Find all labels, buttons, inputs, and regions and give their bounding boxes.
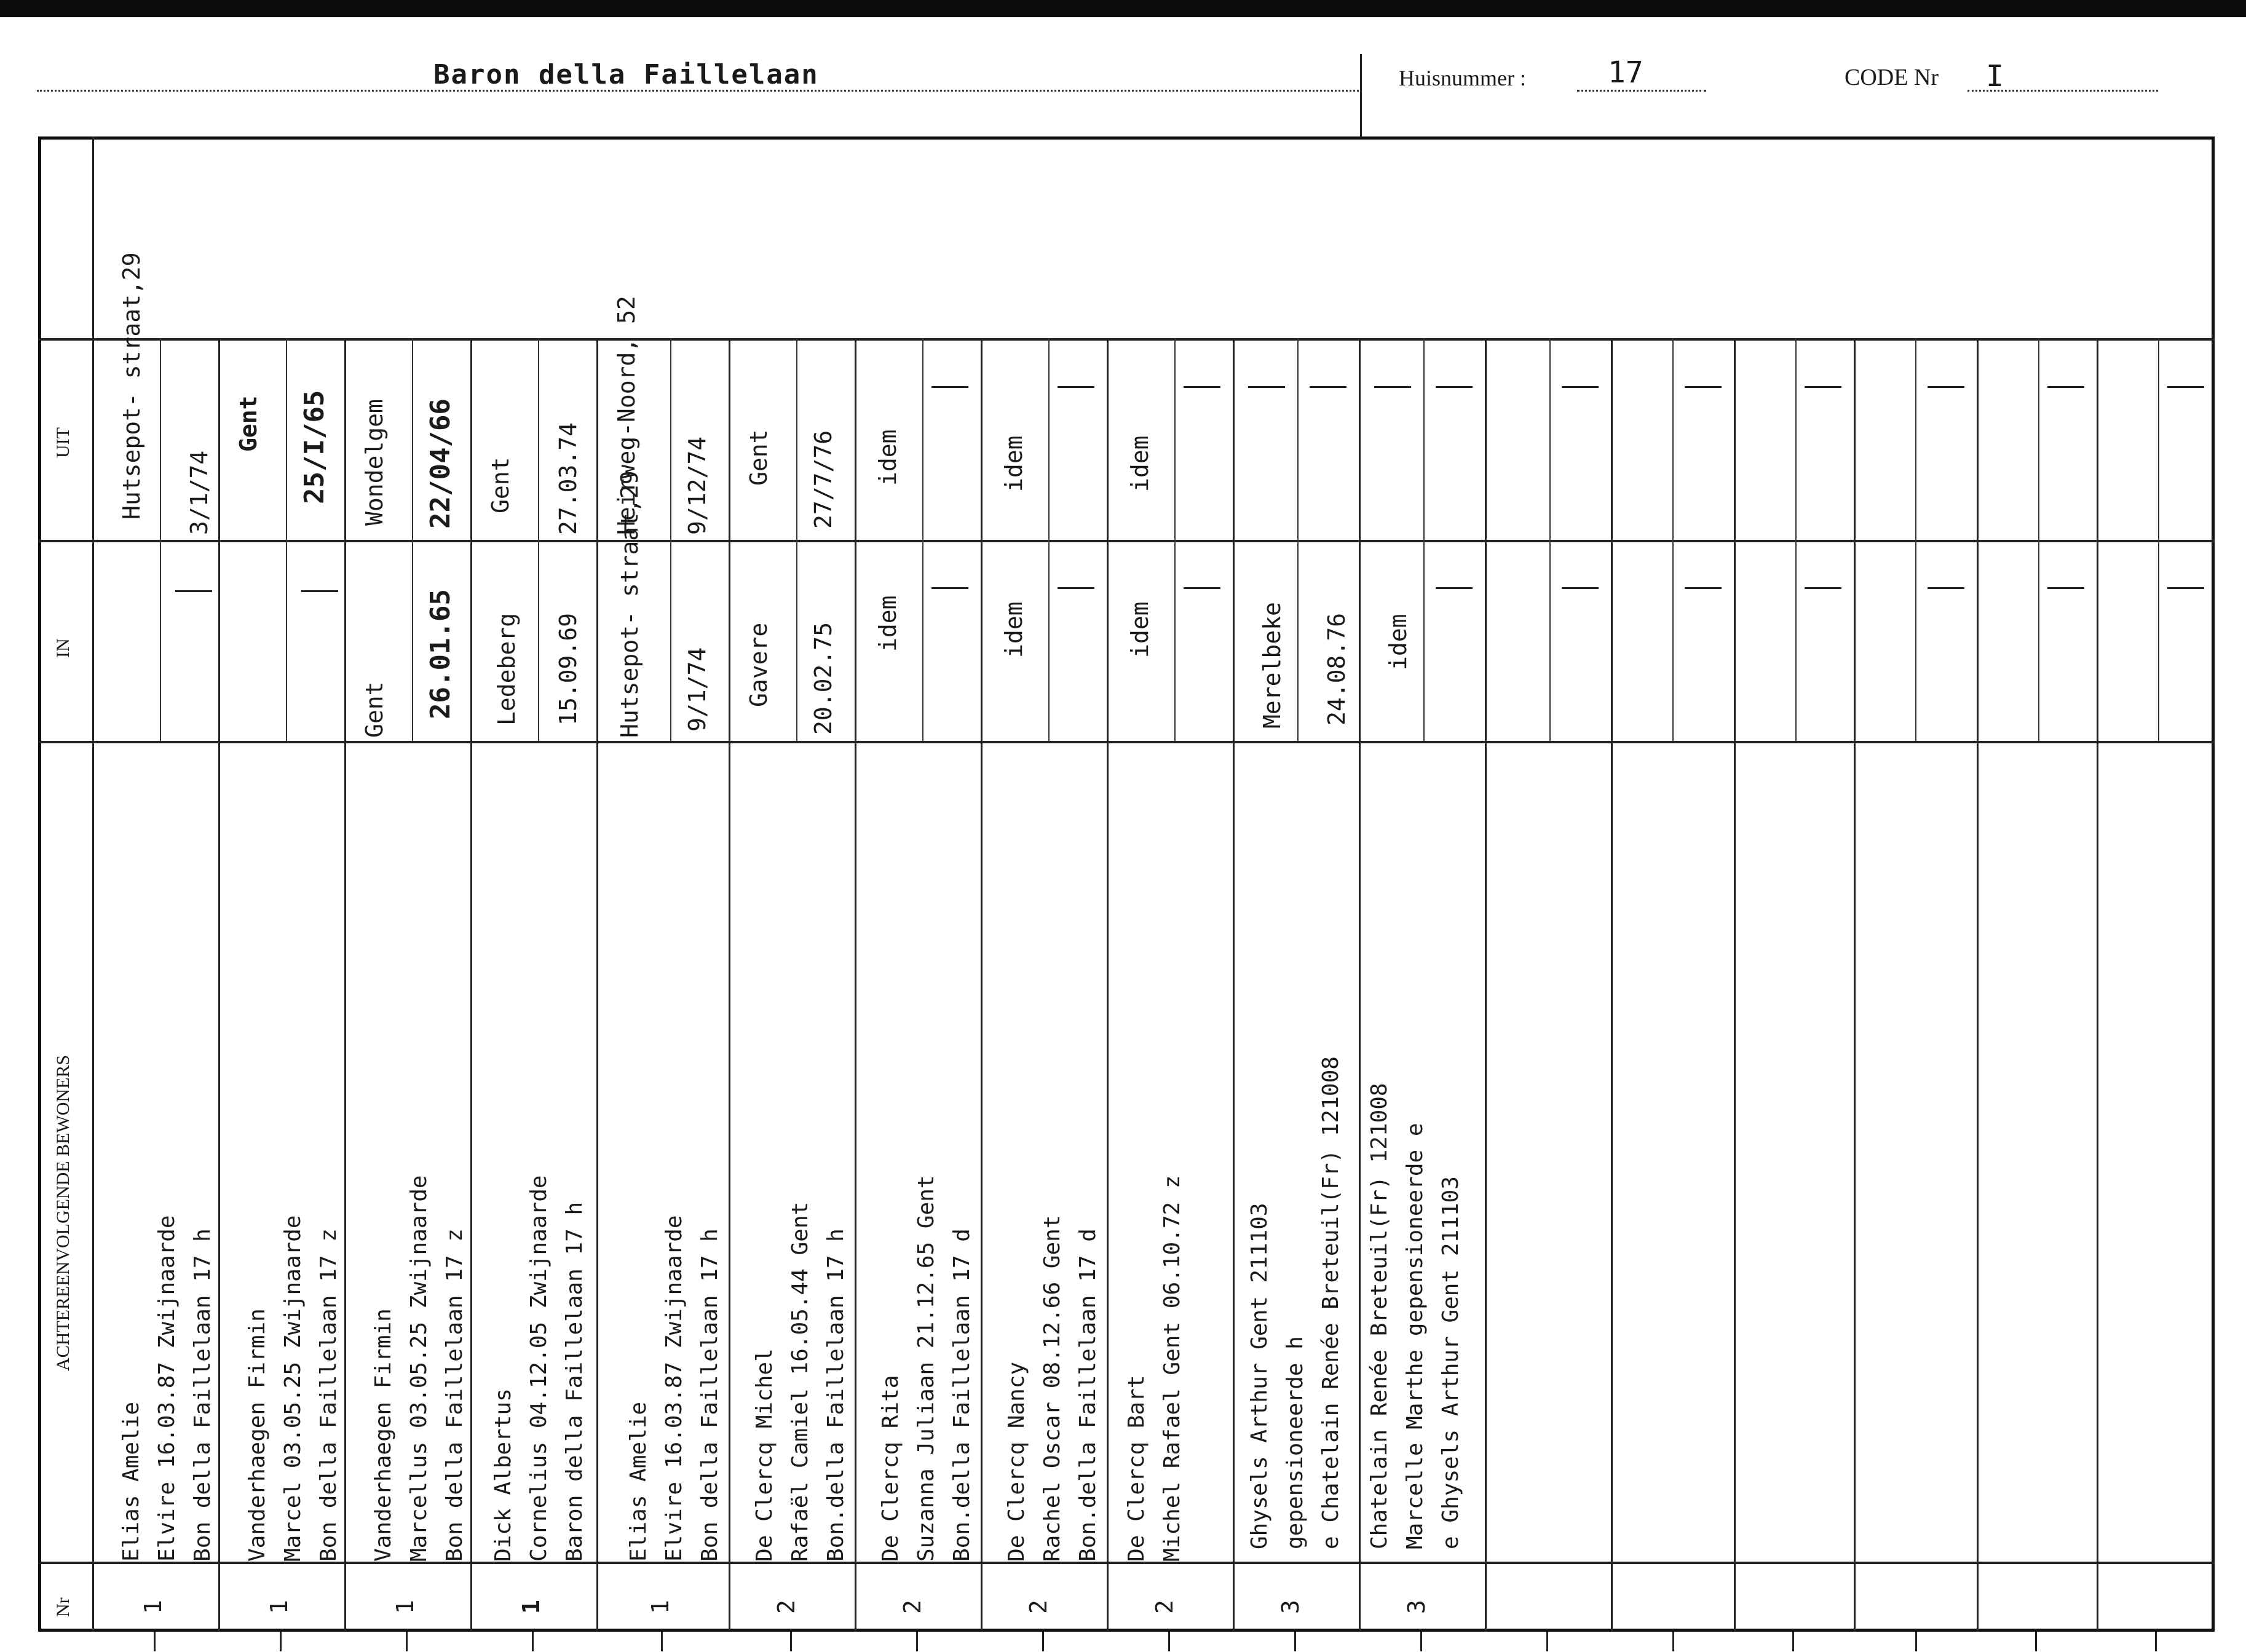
street-dotted-line xyxy=(37,90,1359,92)
entry-uit-place: idem xyxy=(874,429,901,486)
sub-divider-10 xyxy=(1297,338,1299,741)
empty-dash xyxy=(1436,587,1473,589)
empty-dash xyxy=(1184,386,1220,388)
sub-divider-12 xyxy=(1549,338,1551,741)
col-divider-6 xyxy=(855,338,856,1632)
col-divider-4 xyxy=(596,338,598,1632)
huisnummer-dotted-line xyxy=(1577,90,1706,92)
empty-dash xyxy=(1058,386,1094,388)
entry-uit-date: 25/I/65 xyxy=(299,390,330,504)
empty-dash xyxy=(2047,386,2084,388)
col-divider-10 xyxy=(1359,338,1361,1632)
sub-divider-1 xyxy=(160,338,161,741)
sub-divider-8 xyxy=(1048,338,1050,741)
entry-residents: De Clercq Rita Suzanna Juliaan 21.12.65 Gent Bon.della Faillelaan 17 d xyxy=(878,1175,975,1562)
bottom-tick xyxy=(661,1632,663,1651)
code-dotted-line xyxy=(1967,90,2158,92)
entry-uit-date: 27/7/76 xyxy=(810,430,837,529)
empty-dash xyxy=(1928,386,1964,388)
row-line-uit-in xyxy=(38,540,2215,542)
entry-in-place: idem xyxy=(874,595,901,652)
entry-residents: De Clercq Michel Rafaël Camiel 16.05.44 Gent Bon.della Faillelaan 17 h xyxy=(752,1201,848,1562)
bottom-tick xyxy=(2155,1632,2157,1651)
bottom-tick xyxy=(1672,1632,1674,1651)
empty-dash xyxy=(1562,587,1599,589)
empty-dash xyxy=(1184,587,1220,589)
col-label-in: IN xyxy=(53,638,73,658)
empty-dash xyxy=(1805,386,1841,388)
sub-divider-13 xyxy=(1672,338,1674,741)
sub-divider-2 xyxy=(286,338,287,741)
entry-in-place: Hutsepot- straat,29 xyxy=(616,470,643,738)
empty-dash xyxy=(1374,386,1411,388)
entry-residents: Elias Amelie Elvire 16.03.87 Zwijnaarde Bon della Faillelaan 17 h xyxy=(626,1215,722,1562)
bottom-tick xyxy=(2035,1632,2037,1651)
entry-nr: 1 xyxy=(140,1600,167,1614)
bottom-tick xyxy=(790,1632,792,1651)
entry-in-place: Merelbeke xyxy=(1259,602,1286,729)
sub-divider-16 xyxy=(2038,338,2039,741)
sub-divider-14 xyxy=(1795,338,1797,741)
sub-divider-7 xyxy=(922,338,923,741)
entry-uit-date: 22/04/66 xyxy=(425,398,456,529)
code-value: I xyxy=(1986,59,2004,93)
entry-in-date: 15.09.69 xyxy=(555,612,582,725)
entry-nr: 3 xyxy=(1277,1600,1304,1614)
entry-in-date: 20.02.75 xyxy=(810,622,837,735)
entry-residents: Chatelain Renée Breteuil(Fr) 121008 Marcelle Marthe gepensioneerde e e Ghysels Arthur Gent 211103 xyxy=(1367,1083,1463,1549)
street-name: Baron della Faillelaan xyxy=(433,59,819,90)
entry-in-place: Ledeberg xyxy=(493,612,520,725)
empty-dash xyxy=(2047,587,2084,589)
empty-dash xyxy=(1685,386,1722,388)
sub-divider-5 xyxy=(670,338,671,741)
huisnummer-value: 17 xyxy=(1608,55,1643,90)
entry-in-place: idem xyxy=(1385,614,1412,670)
entry-residents: Vanderhaegen Firmin Marcellus 03.05.25 Zwijnaarde Bon della Faillelaan 17 z xyxy=(371,1175,467,1562)
entry-nr: 2 xyxy=(899,1600,926,1614)
empty-dash xyxy=(2167,386,2204,388)
bottom-tick xyxy=(280,1632,282,1651)
entry-nr: 1 xyxy=(266,1600,293,1614)
bottom-tick xyxy=(1168,1632,1170,1651)
sub-divider-3 xyxy=(412,338,413,741)
empty-dash xyxy=(1058,587,1094,589)
bottom-tick xyxy=(154,1632,156,1651)
entry-nr: 1 xyxy=(518,1600,545,1614)
bottom-tick xyxy=(1042,1632,1044,1651)
entry-uit-place: Gent xyxy=(487,457,514,513)
entry-in-place: idem xyxy=(1000,601,1027,658)
entry-residents: Ghysels Arthur Gent 211103 gepensioneerde h e Chatelain Renée Breteuil(Fr) 121008 xyxy=(1247,1056,1343,1549)
row-line-in-bewoners xyxy=(38,741,2215,743)
col-label-nr: Nr xyxy=(53,1597,73,1617)
entry-in-place: Gavere xyxy=(745,622,772,707)
empty-dash xyxy=(1562,386,1599,388)
entry-nr: 2 xyxy=(1151,1600,1178,1614)
entry-uit-date: 9/12/74 xyxy=(684,436,711,535)
entry-nr: 1 xyxy=(647,1600,674,1614)
col-divider-9 xyxy=(1233,338,1235,1632)
entry-uit-place: Wondelgem xyxy=(361,399,388,526)
col-divider-16 xyxy=(2097,338,2098,1632)
sub-divider-11 xyxy=(1423,338,1425,741)
empty-dash xyxy=(931,587,968,589)
sub-divider-4 xyxy=(538,338,539,741)
empty-dash xyxy=(1685,587,1722,589)
code-label: CODE Nr xyxy=(1845,65,1939,90)
col-divider-13 xyxy=(1734,338,1736,1632)
huisnummer-label: Huisnummer : xyxy=(1399,66,1526,90)
entry-nr: 2 xyxy=(773,1600,800,1614)
bottom-tick xyxy=(916,1632,918,1651)
col-divider-5 xyxy=(729,338,730,1632)
scan-top-edge xyxy=(0,0,2246,17)
row-line-uit-top xyxy=(38,338,2215,341)
entry-uit-date: 3/1/74 xyxy=(186,450,213,535)
bottom-tick xyxy=(1546,1632,1548,1651)
entry-uit-place: idem xyxy=(1000,435,1027,492)
entry-in-date: 24.08.76 xyxy=(1323,612,1350,725)
empty-dash xyxy=(1310,386,1346,388)
entry-residents: Dick Albertus Cornelius 04.12.05 Zwijnaarde Baron della Faillelaan 17 h xyxy=(491,1175,587,1562)
entry-in-place: idem xyxy=(1126,601,1153,658)
entry-nr: 3 xyxy=(1403,1600,1430,1614)
empty-dash xyxy=(1928,587,1964,589)
label-column-divider xyxy=(92,136,94,1632)
entry-uit-place: Hutsepot- straat,29 xyxy=(118,252,145,520)
col-divider-11 xyxy=(1485,338,1487,1632)
entry-residents: Elias Amelie Elvire 16.03.87 Zwijnaarde Bon della Faillelaan 17 h xyxy=(119,1215,215,1562)
empty-dash xyxy=(931,386,968,388)
entry-in-date: 9/1/74 xyxy=(684,647,711,732)
sub-divider-15 xyxy=(1915,338,1916,741)
bottom-tick xyxy=(1294,1632,1296,1651)
bottom-tick xyxy=(532,1632,534,1651)
empty-dash xyxy=(1805,587,1841,589)
col-label-uit: UIT xyxy=(53,427,73,458)
entry-uit-date: 27.03.74 xyxy=(555,422,582,535)
bottom-tick xyxy=(1915,1632,1917,1651)
entry-in-place: Gent xyxy=(361,681,388,738)
empty-dash xyxy=(1436,386,1473,388)
bottom-tick xyxy=(406,1632,408,1651)
bottom-tick xyxy=(1792,1632,1794,1651)
entry-residents: Vanderhaegen Firmin Marcel 03.05.25 Zwijnaarde Bon della Faillelaan 17 z xyxy=(245,1215,341,1562)
col-divider-8 xyxy=(1107,338,1109,1632)
bottom-tick xyxy=(1420,1632,1422,1651)
col-divider-12 xyxy=(1611,338,1613,1632)
col-label-bewoners: ACHTEREENVOLGENDE BEWONERS xyxy=(53,1054,73,1371)
entry-uit-place: idem xyxy=(1126,435,1153,492)
entry-in-date: 26.01.65 xyxy=(425,589,456,719)
row-line-bewoners-nr xyxy=(38,1562,2215,1564)
entry-uit-place: Gent xyxy=(745,429,772,486)
sub-divider-17 xyxy=(2158,338,2159,741)
sub-divider-6 xyxy=(796,338,797,741)
entry-uit-place: Heirweg-Noord, 52 xyxy=(613,296,640,535)
empty-dash xyxy=(1248,386,1285,388)
col-divider-15 xyxy=(1977,338,1979,1632)
entry-uit-place: Gent xyxy=(235,395,262,452)
header-divider xyxy=(1360,54,1362,137)
entry-residents: De Clercq Nancy Rachel Oscar 08.12.66 Gent Bon.della Faillelaan 17 d xyxy=(1004,1215,1101,1562)
empty-dash xyxy=(2167,587,2204,589)
entry-nr: 1 xyxy=(392,1600,419,1614)
entry-nr: 2 xyxy=(1025,1600,1052,1614)
empty-dash xyxy=(301,590,338,592)
empty-dash xyxy=(175,590,212,592)
col-divider-7 xyxy=(981,338,983,1632)
entry-residents: De Clercq Bart Michel Rafael Gent 06.10.72 z xyxy=(1124,1175,1185,1562)
sub-divider-9 xyxy=(1174,338,1176,741)
col-divider-14 xyxy=(1854,338,1856,1632)
